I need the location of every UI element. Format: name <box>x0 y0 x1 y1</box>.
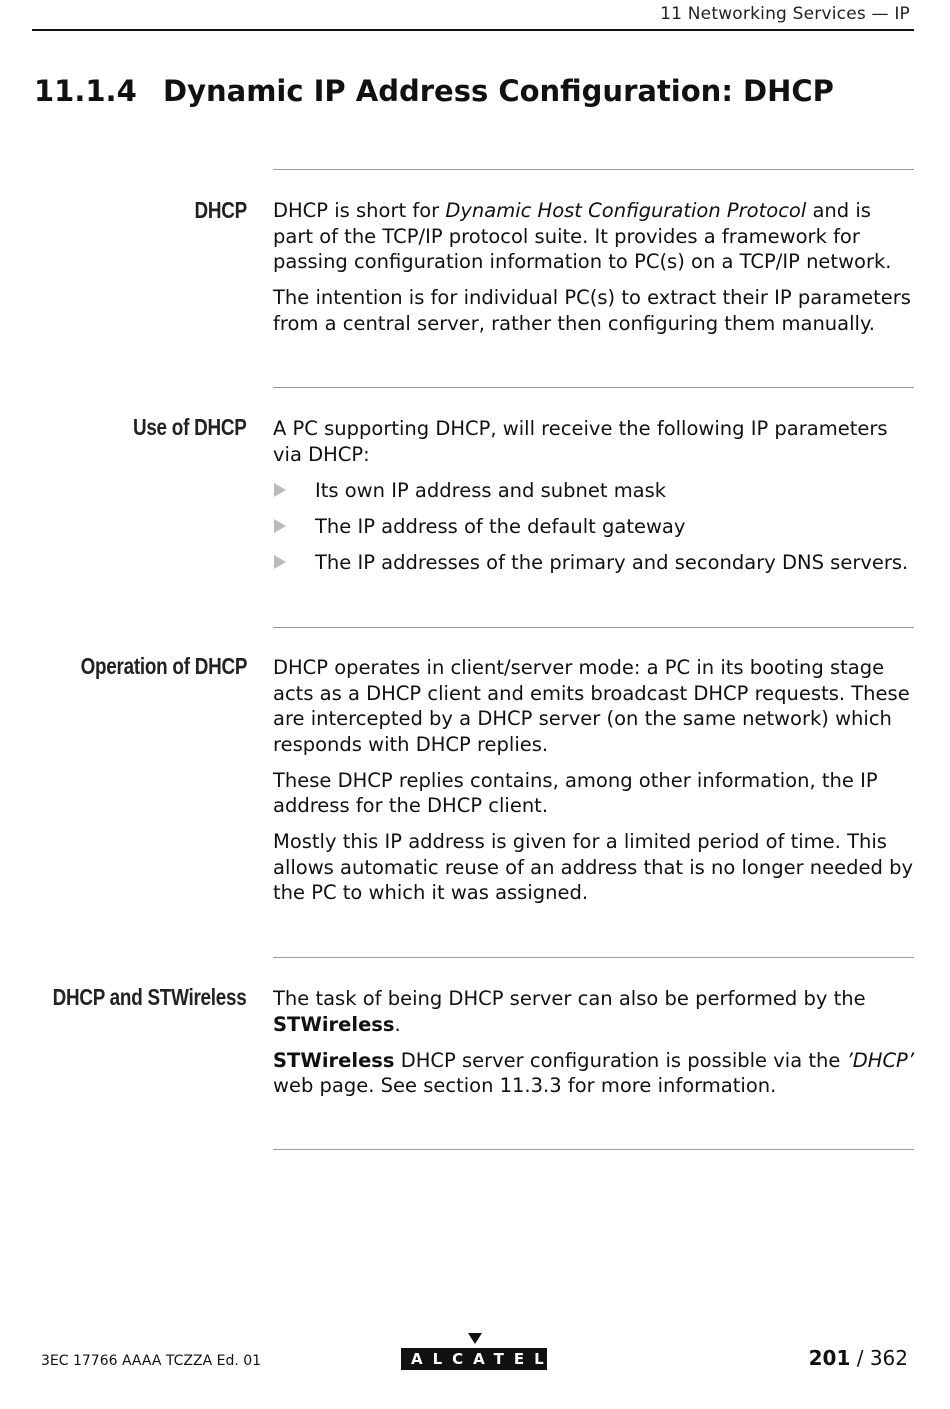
side-heading-dhcp: DHCP <box>194 197 247 223</box>
paragraph: DHCP operates in client/server mode: a PC in its booting stage acts as a DHCP client and emits broadcast DHCP requests. These are intercepted by a DHCP server (on the same network) which responds with DHCP replies. <box>273 656 910 756</box>
section-title-text: Dynamic IP Address Configuration: DHCP <box>163 74 834 108</box>
paragraph: DHCP is short for Dynamic Host Configuration Protocol and is part of the TCP/IP protocol suite. It provides a framework for passing configuration information to PC(s) on a TCP/IP network. <box>273 199 892 273</box>
page-separator: / <box>850 1346 870 1370</box>
section-divider <box>273 1149 914 1150</box>
section-divider <box>273 627 914 628</box>
paragraph: STWireless DHCP server configuration is possible via the ’DHCP’ web page. See section 11.3.3 for more information. <box>273 1048 915 1097</box>
paragraph: The task of being DHCP server can also be performed by the STWireless. <box>273 987 866 1036</box>
section-number: 11.1.4 <box>34 74 137 108</box>
block-operation-of-dhcp <box>273 655 915 916</box>
product-name: STWireless <box>273 1012 395 1036</box>
running-header: 11 Networking Services — IP <box>660 4 910 24</box>
bullet-triangle-icon <box>274 519 286 533</box>
emphasis: ’DHCP’ <box>846 1048 915 1072</box>
side-heading-use-of-dhcp: Use of DHCP <box>133 414 247 440</box>
logo-triangle-icon <box>468 1333 482 1344</box>
paragraph: Mostly this IP address is given for a limited period of time. This allows automatic reuse of an address that is no longer needed by the PC to which it was assigned. <box>273 830 914 904</box>
parameter-list <box>273 478 915 576</box>
side-heading-dhcp-and-stwireless: DHCP and STWireless <box>53 984 247 1010</box>
paragraph: These DHCP replies contains, among other information, the IP address for the DHCP client. <box>273 768 878 817</box>
page-current: 201 <box>808 1346 851 1370</box>
product-name: STWireless <box>273 1048 395 1072</box>
logo-wordmark: ALCATEL <box>401 1348 547 1370</box>
block-dhcp-and-stwireless <box>273 986 915 1109</box>
emphasis: Dynamic Host Configuration Protocol <box>445 199 807 222</box>
document-code: 3EC 17766 AAAA TCZZA Ed. 01 <box>41 1353 262 1369</box>
side-heading-operation-of-dhcp: Operation of DHCP <box>80 653 247 679</box>
header-rule <box>32 29 914 31</box>
alcatel-logo <box>401 1333 554 1370</box>
section-title <box>34 74 834 108</box>
section-divider <box>273 169 914 170</box>
section-divider <box>273 957 914 958</box>
bullet-triangle-icon <box>274 555 286 569</box>
section-divider <box>273 387 914 388</box>
paragraph: The intention is for individual PC(s) to extract their IP parameters from a central server, rather then configuring them manually. <box>273 286 911 335</box>
list-item: Its own IP address and subnet mask <box>273 478 915 504</box>
paragraph: A PC supporting DHCP, will receive the following IP parameters via DHCP: <box>273 417 888 466</box>
page-total: 362 <box>869 1346 908 1370</box>
block-use-of-dhcp <box>273 416 915 586</box>
block-dhcp <box>273 198 915 347</box>
list-item: The IP address of the default gateway <box>273 514 915 540</box>
bullet-triangle-icon <box>274 483 286 497</box>
list-item: The IP addresses of the primary and secondary DNS servers. <box>273 550 915 576</box>
page-number <box>809 1346 908 1370</box>
